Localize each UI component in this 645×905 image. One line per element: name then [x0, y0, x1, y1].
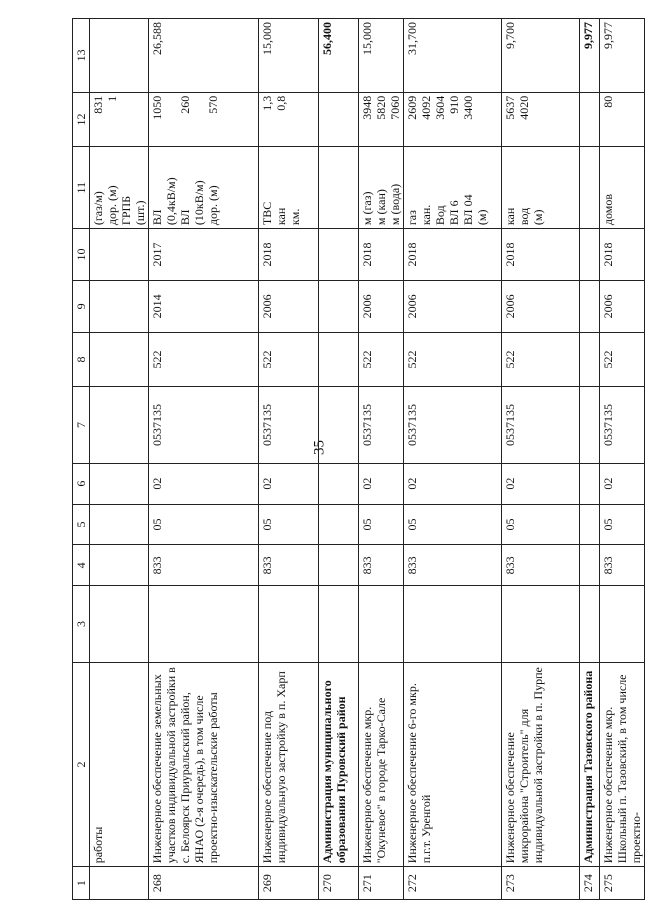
table-cell-col11: (газ/м) дор. (м) ГРПБ (шт.) — [90, 147, 149, 229]
table-cell-col13: 26,588 — [149, 19, 259, 93]
table-container — [72, 18, 643, 900]
table-cell-col12: 1,3 0,8 — [259, 92, 319, 147]
table-cell-col6 — [319, 463, 359, 504]
table-cell-col8: 522 — [359, 332, 404, 387]
header-cell: 8 — [73, 332, 90, 387]
table-cell-col5: 05 — [149, 504, 259, 545]
table-cell-col5: 05 — [502, 504, 580, 545]
table-cell-col3 — [149, 586, 259, 662]
table-row — [580, 19, 600, 900]
table-cell-col2: Инженерное обеспечение мкр. "Окуневое" в городе Тарко-Сале — [359, 662, 404, 867]
table-cell-col4: 833 — [259, 545, 319, 586]
table-cell-col1: 273 — [502, 867, 580, 900]
table-cell-col3 — [90, 586, 149, 662]
table-cell-col11: ВЛ (0,4кВ/м) ВЛ (10кВ/м) дор. (м) — [149, 147, 259, 229]
table-cell-col9: 2014 — [149, 280, 259, 332]
table-cell-col13: 9,977 — [600, 19, 645, 93]
table-cell-col7 — [90, 387, 149, 463]
table-cell-col5: 05 — [359, 504, 404, 545]
table-cell-col6: 02 — [404, 463, 502, 504]
table-cell-col3 — [359, 586, 404, 662]
table-row — [600, 19, 645, 900]
table-cell-col3 — [580, 586, 600, 662]
table-cell-col7: 0537135 — [404, 387, 502, 463]
table-cell-col12: 2609 4092 3604 910 3400 — [404, 92, 502, 147]
table-cell-col6: 02 — [359, 463, 404, 504]
table-cell-col13: 9,700 — [502, 19, 580, 93]
table-cell-col9: 2006 — [404, 280, 502, 332]
table-cell-col4: 833 — [502, 545, 580, 586]
table-cell-col7: 0537135 — [502, 387, 580, 463]
table-cell-col2: работы — [90, 662, 149, 867]
table-cell-col2: Инженерное обеспечение 6-го мкр. п.г.т. Уренгой — [404, 662, 502, 867]
header-cell: 11 — [73, 147, 90, 229]
table-cell-col7 — [319, 387, 359, 463]
table-cell-col7: 0537135 — [359, 387, 404, 463]
table-row — [259, 19, 319, 900]
table-cell-col8: 522 — [502, 332, 580, 387]
table-row — [404, 19, 502, 900]
table-row — [149, 19, 259, 900]
table-cell-col2: Инженерное обеспечение земельных участков индивидуальной застройки в с. Белоярск Приуральский район, ЯНАО (2-я очередь), в том числе проектно-изыскательские работы — [149, 662, 259, 867]
table-cell-col3 — [502, 586, 580, 662]
header-cell: 13 — [73, 19, 90, 93]
table-cell-col11: газ кан. Вод ВЛ 6 ВЛ 04 (м) — [404, 147, 502, 229]
table-cell-col3 — [600, 586, 645, 662]
table-cell-col13: 15,000 — [359, 19, 404, 93]
table-cell-col2: Инженерное обеспечение мкр. Школьный п. Тазовский, в том числе проектно- — [600, 662, 645, 867]
table-cell-col9: 2006 — [259, 280, 319, 332]
table-cell-col13 — [90, 19, 149, 93]
table-cell-col6: 02 — [600, 463, 645, 504]
header-cell: 4 — [73, 545, 90, 586]
table-row — [319, 19, 359, 900]
table-cell-col9: 2006 — [600, 280, 645, 332]
table-cell-col8 — [319, 332, 359, 387]
table-cell-col11: домов — [600, 147, 645, 229]
table-row — [502, 19, 580, 900]
header-cell: 3 — [73, 586, 90, 662]
table-cell-col10 — [319, 229, 359, 281]
table-cell-col2: Администрация Тазовского района — [580, 662, 600, 867]
table-cell-col6 — [90, 463, 149, 504]
table-cell-col10: 2017 — [149, 229, 259, 281]
table-cell-col1: 275 — [600, 867, 645, 900]
header-cell: 1 — [73, 867, 90, 900]
table-cell-col6: 02 — [259, 463, 319, 504]
table-cell-col3 — [319, 586, 359, 662]
table-cell-col4 — [580, 545, 600, 586]
table-cell-col5: 05 — [404, 504, 502, 545]
table-cell-col3 — [259, 586, 319, 662]
table-cell-col10: 2018 — [404, 229, 502, 281]
table-cell-col4: 833 — [149, 545, 259, 586]
table-cell-col5: 05 — [600, 504, 645, 545]
table-cell-col10: 2018 — [600, 229, 645, 281]
table-cell-col13: 31,700 — [404, 19, 502, 93]
table-cell-col8: 522 — [600, 332, 645, 387]
table-cell-col13: 9,977 — [580, 19, 600, 93]
table-cell-col9 — [319, 280, 359, 332]
table-cell-col12 — [319, 92, 359, 147]
table-row — [90, 19, 149, 900]
header-cell: 2 — [73, 662, 90, 867]
header-cell: 7 — [73, 387, 90, 463]
header-cell: 5 — [73, 504, 90, 545]
table-cell-col11: м (газ) м (кан) м (вода) — [359, 147, 404, 229]
table-cell-col4: 833 — [404, 545, 502, 586]
table-cell-col12 — [580, 92, 600, 147]
table-cell-col9 — [580, 280, 600, 332]
table-cell-col5 — [580, 504, 600, 545]
table-cell-col5 — [90, 504, 149, 545]
table-cell-col1: 270 — [319, 867, 359, 900]
table-cell-col1: 271 — [359, 867, 404, 900]
table-cell-col1: 272 — [404, 867, 502, 900]
table-cell-col4 — [90, 545, 149, 586]
table-cell-col1: 268 — [149, 867, 259, 900]
budget-table — [72, 18, 645, 900]
table-cell-col7 — [580, 387, 600, 463]
header-row — [73, 19, 90, 900]
table-cell-col4: 833 — [359, 545, 404, 586]
table-cell-col6: 02 — [502, 463, 580, 504]
page-number: 35 — [311, 440, 328, 455]
table-cell-col2: Инженерное обеспечение под индивидуальную застройку в п. Харп — [259, 662, 319, 867]
table-row — [359, 19, 404, 900]
table-cell-col13: 56,400 — [319, 19, 359, 93]
table-cell-col4 — [319, 545, 359, 586]
table-cell-col10 — [90, 229, 149, 281]
table-cell-col8: 522 — [149, 332, 259, 387]
table-cell-col7: 0537135 — [259, 387, 319, 463]
table-cell-col11 — [580, 147, 600, 229]
header-cell: 9 — [73, 280, 90, 332]
table-cell-col8 — [580, 332, 600, 387]
table-cell-col13: 15,000 — [259, 19, 319, 93]
table-cell-col6: 02 — [149, 463, 259, 504]
table-cell-col12: 3948 5820 7060 — [359, 92, 404, 147]
table-cell-col10: 2018 — [359, 229, 404, 281]
table-cell-col6 — [580, 463, 600, 504]
table-cell-col5 — [319, 504, 359, 545]
table-cell-col11: ТВС кан км. — [259, 147, 319, 229]
table-cell-col8 — [90, 332, 149, 387]
table-cell-col10 — [580, 229, 600, 281]
table-cell-col12: 80 — [600, 92, 645, 147]
table-cell-col7: 0537135 — [149, 387, 259, 463]
table-cell-col10: 2018 — [259, 229, 319, 281]
table-cell-col2: Инженерное обеспечение микрорайона "Строитель" для индивидуальной застройки в п. Пурпе — [502, 662, 580, 867]
table-cell-col1: 269 — [259, 867, 319, 900]
table-cell-col9 — [90, 280, 149, 332]
table-cell-col3 — [404, 586, 502, 662]
table-cell-col7: 0537135 — [600, 387, 645, 463]
table-cell-col9: 2006 — [359, 280, 404, 332]
table-cell-col2: Администрация муниципального образования Пуровский район — [319, 662, 359, 867]
table-cell-col8: 522 — [259, 332, 319, 387]
table-cell-col1 — [90, 867, 149, 900]
table-cell-col11: кан вод (м) — [502, 147, 580, 229]
header-cell: 12 — [73, 92, 90, 147]
table-cell-col12: 831 1 — [90, 92, 149, 147]
table-cell-col9: 2006 — [502, 280, 580, 332]
header-cell: 10 — [73, 229, 90, 281]
table-cell-col8: 522 — [404, 332, 502, 387]
table-cell-col12: 1050 260 570 — [149, 92, 259, 147]
table-cell-col1: 274 — [580, 867, 600, 900]
header-cell: 6 — [73, 463, 90, 504]
table-cell-col5: 05 — [259, 504, 319, 545]
rotated-table-frame — [72, 18, 643, 900]
table-cell-col10: 2018 — [502, 229, 580, 281]
table-cell-col4: 833 — [600, 545, 645, 586]
table-cell-col12: 5637 4020 — [502, 92, 580, 147]
table-cell-col11 — [319, 147, 359, 229]
